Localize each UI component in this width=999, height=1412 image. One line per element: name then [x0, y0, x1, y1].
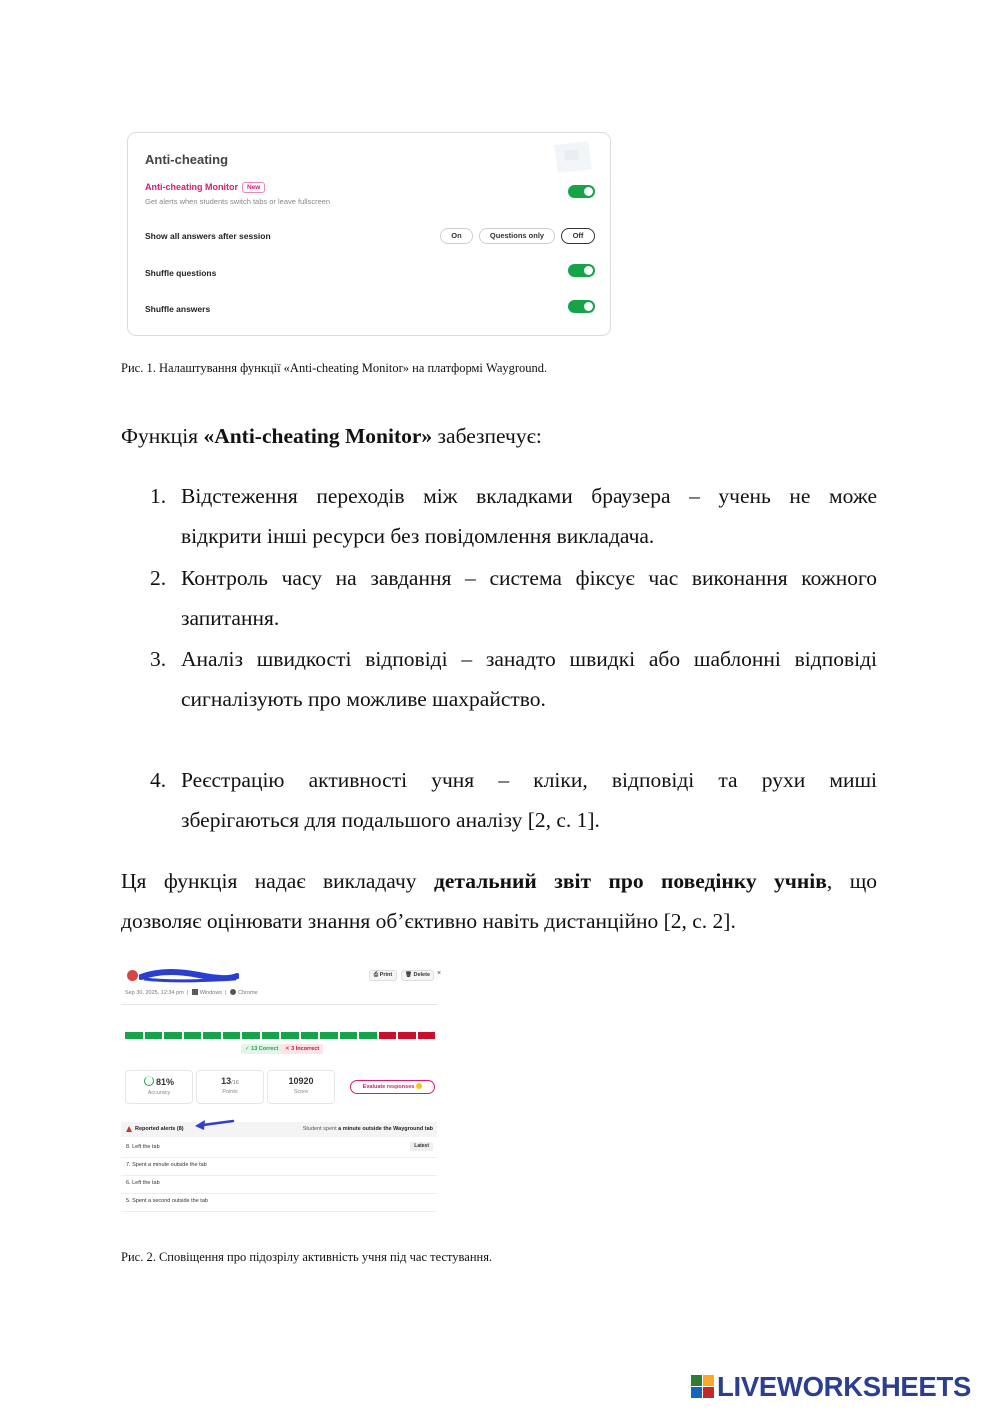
- alerts-info: [303, 1126, 433, 1132]
- result-segment: [340, 1032, 358, 1039]
- summary-line-2: дозволяє оцінювати знання об’єктивно навіть дистанційно [2, с. 2].: [121, 909, 736, 933]
- card-title: Anti-cheating: [145, 152, 229, 167]
- result-segment: [145, 1032, 163, 1039]
- arrow-annotation-icon: [191, 1116, 235, 1132]
- points-label: Points: [222, 1089, 238, 1095]
- shuffle-questions-label: Shuffle questions: [145, 268, 217, 278]
- alert-text: 5. Spent a second outside the tab: [126, 1198, 208, 1204]
- accuracy-value: 81%: [155, 1077, 174, 1087]
- intro-paragraph: [121, 416, 542, 456]
- decorative-illustration-icon: [544, 139, 596, 175]
- points-value: 13: [221, 1076, 232, 1086]
- summary-suffix: , що: [826, 869, 878, 893]
- warning-icon: [126, 1126, 132, 1132]
- result-segment: [184, 1032, 202, 1039]
- evaluate-responses-button[interactable]: [350, 1080, 435, 1094]
- alerts-info-bold: a minute outside the Wayground tab: [338, 1126, 433, 1132]
- new-badge: New: [242, 182, 265, 193]
- result-segment: [223, 1032, 241, 1039]
- summary-bold: детальний звіт про поведінку учнів: [434, 869, 827, 893]
- list-item-line: Реєстрацію активності учня – кліки, відповіді та рухи миші: [181, 768, 877, 792]
- score-stat: [267, 1070, 335, 1104]
- result-segment: [203, 1032, 221, 1039]
- delete-label: Delete: [413, 972, 431, 978]
- alert-row[interactable]: [121, 1193, 437, 1212]
- list-item-line: запитання.: [181, 606, 280, 630]
- list-item-line: Аналіз швидкості відповіді – занадто швидкі або шаблонні відповіді: [181, 647, 877, 671]
- figure-2-caption: Рис. 2. Сповіщення про підозрілу активність учня під час тестування.: [121, 1250, 493, 1264]
- list-item-line: Відстеження переходів між вкладками браузера – учень не може: [181, 484, 877, 508]
- redacted-name-scribble: [139, 967, 239, 985]
- monitor-label: [145, 182, 265, 193]
- result-segment: [242, 1032, 260, 1039]
- summary-prefix: Ця функція надає викладачу: [121, 869, 435, 893]
- list-item-line: відкрити інші ресурси без повідомлення викладача.: [181, 524, 655, 548]
- list-item-line: сигналізують про можливе шахрайство.: [181, 687, 546, 711]
- incorrect-count-chip: ✕ 3 Incorrect: [281, 1044, 323, 1054]
- latest-badge: Latest: [410, 1142, 433, 1151]
- avatar: [127, 970, 138, 981]
- figure-1-caption: Рис. 1. Налаштування функції «Anti-cheating Monitor» на платформі Wayground.: [121, 361, 548, 375]
- evaluate-label: Evaluate responses: [362, 1084, 415, 1090]
- session-browser: Chrome: [238, 990, 258, 996]
- list-item-number: 3.: [150, 647, 167, 671]
- summary-line-1: [121, 861, 877, 901]
- list-item: [181, 476, 877, 556]
- divider: [121, 1004, 437, 1005]
- accuracy-label: Accuracy: [147, 1090, 171, 1096]
- alert-text: 6. Left the tab: [126, 1180, 160, 1186]
- list-item-number: 2.: [150, 566, 167, 590]
- intro-suffix: забезпечує:: [432, 424, 542, 448]
- chrome-icon: [230, 989, 236, 995]
- list-item: [181, 558, 877, 638]
- list-item-line: Контроль часу на завдання – система фіксує час виконання кожного: [181, 566, 877, 590]
- sparkle-icon: [416, 1083, 422, 1089]
- summary-paragraph: [121, 861, 877, 941]
- alerts-title: Reported alerts (8): [135, 1126, 184, 1132]
- show-answers-off-button[interactable]: Off: [561, 228, 595, 244]
- points-stat: [196, 1070, 264, 1104]
- score-value: 10920: [288, 1076, 314, 1086]
- result-segment: [320, 1032, 338, 1039]
- alert-text: 7. Spent a minute outside the tab: [126, 1162, 207, 1168]
- list-item-number: 1.: [150, 484, 167, 508]
- anti-cheating-settings-card: [127, 132, 611, 336]
- show-answers-questions-only-button[interactable]: Questions only: [479, 228, 555, 244]
- list-item: [181, 760, 877, 840]
- intro-prefix: Функція: [121, 424, 204, 448]
- list-item-number: 4.: [150, 768, 167, 792]
- alert-row[interactable]: [121, 1157, 437, 1176]
- reported-alerts-header[interactable]: [121, 1122, 437, 1137]
- liveworksheets-logo-text: LIVEWORKSHEETS: [717, 1371, 972, 1402]
- windows-icon: [192, 989, 198, 995]
- alert-row[interactable]: [121, 1175, 437, 1194]
- result-segment: [359, 1032, 377, 1039]
- result-segment: [281, 1032, 299, 1039]
- correct-count-chip: ✓ 13 Correct: [241, 1044, 282, 1054]
- session-os: Windows: [199, 990, 223, 996]
- shuffle-answers-toggle[interactable]: [568, 300, 595, 313]
- alert-text: 8. Left the tab: [126, 1144, 160, 1150]
- alert-row[interactable]: [121, 1139, 437, 1158]
- shuffle-answers-label: Shuffle answers: [145, 304, 211, 314]
- shuffle-questions-toggle[interactable]: [568, 264, 595, 277]
- monitor-toggle[interactable]: [568, 185, 595, 198]
- result-segment: [418, 1032, 436, 1039]
- result-segment: [125, 1032, 143, 1039]
- show-answers-on-button[interactable]: On: [440, 228, 473, 244]
- score-label: Score: [293, 1089, 309, 1095]
- result-segment: [379, 1032, 397, 1039]
- print-label: Print: [379, 972, 393, 978]
- result-segment: [164, 1032, 182, 1039]
- result-segment: [262, 1032, 280, 1039]
- monitor-label-text: Anti-cheating Monitor: [145, 182, 238, 192]
- accuracy-stat: [125, 1070, 193, 1104]
- intro-bold: «Anti-cheating Monitor»: [203, 424, 433, 448]
- student-report-screenshot: [121, 962, 441, 1218]
- monitor-description: Get alerts when students switch tabs or leave fullscreen: [145, 197, 331, 206]
- result-segment: [301, 1032, 319, 1039]
- list-item: [181, 639, 877, 719]
- alerts-info-prefix: Student spent: [302, 1126, 339, 1132]
- accuracy-ring-icon: [144, 1076, 154, 1086]
- print-button[interactable]: ⎙ Print: [369, 970, 397, 981]
- result-segment: [398, 1032, 416, 1039]
- points-total: /16: [231, 1080, 239, 1086]
- delete-button[interactable]: 🗑 Delete: [401, 970, 434, 981]
- list-item-line: зберігаються для подальшого аналізу [2, с. 1].: [181, 808, 600, 832]
- session-meta: Sep 30, 2025, 12:34 pm | Windows | Chrome: [125, 990, 258, 996]
- session-date: Sep 30, 2025, 12:34 pm: [125, 990, 184, 996]
- liveworksheets-logo-icon: [691, 1375, 715, 1399]
- close-icon[interactable]: ×: [437, 970, 442, 977]
- show-answers-label: Show all answers after session: [145, 231, 271, 241]
